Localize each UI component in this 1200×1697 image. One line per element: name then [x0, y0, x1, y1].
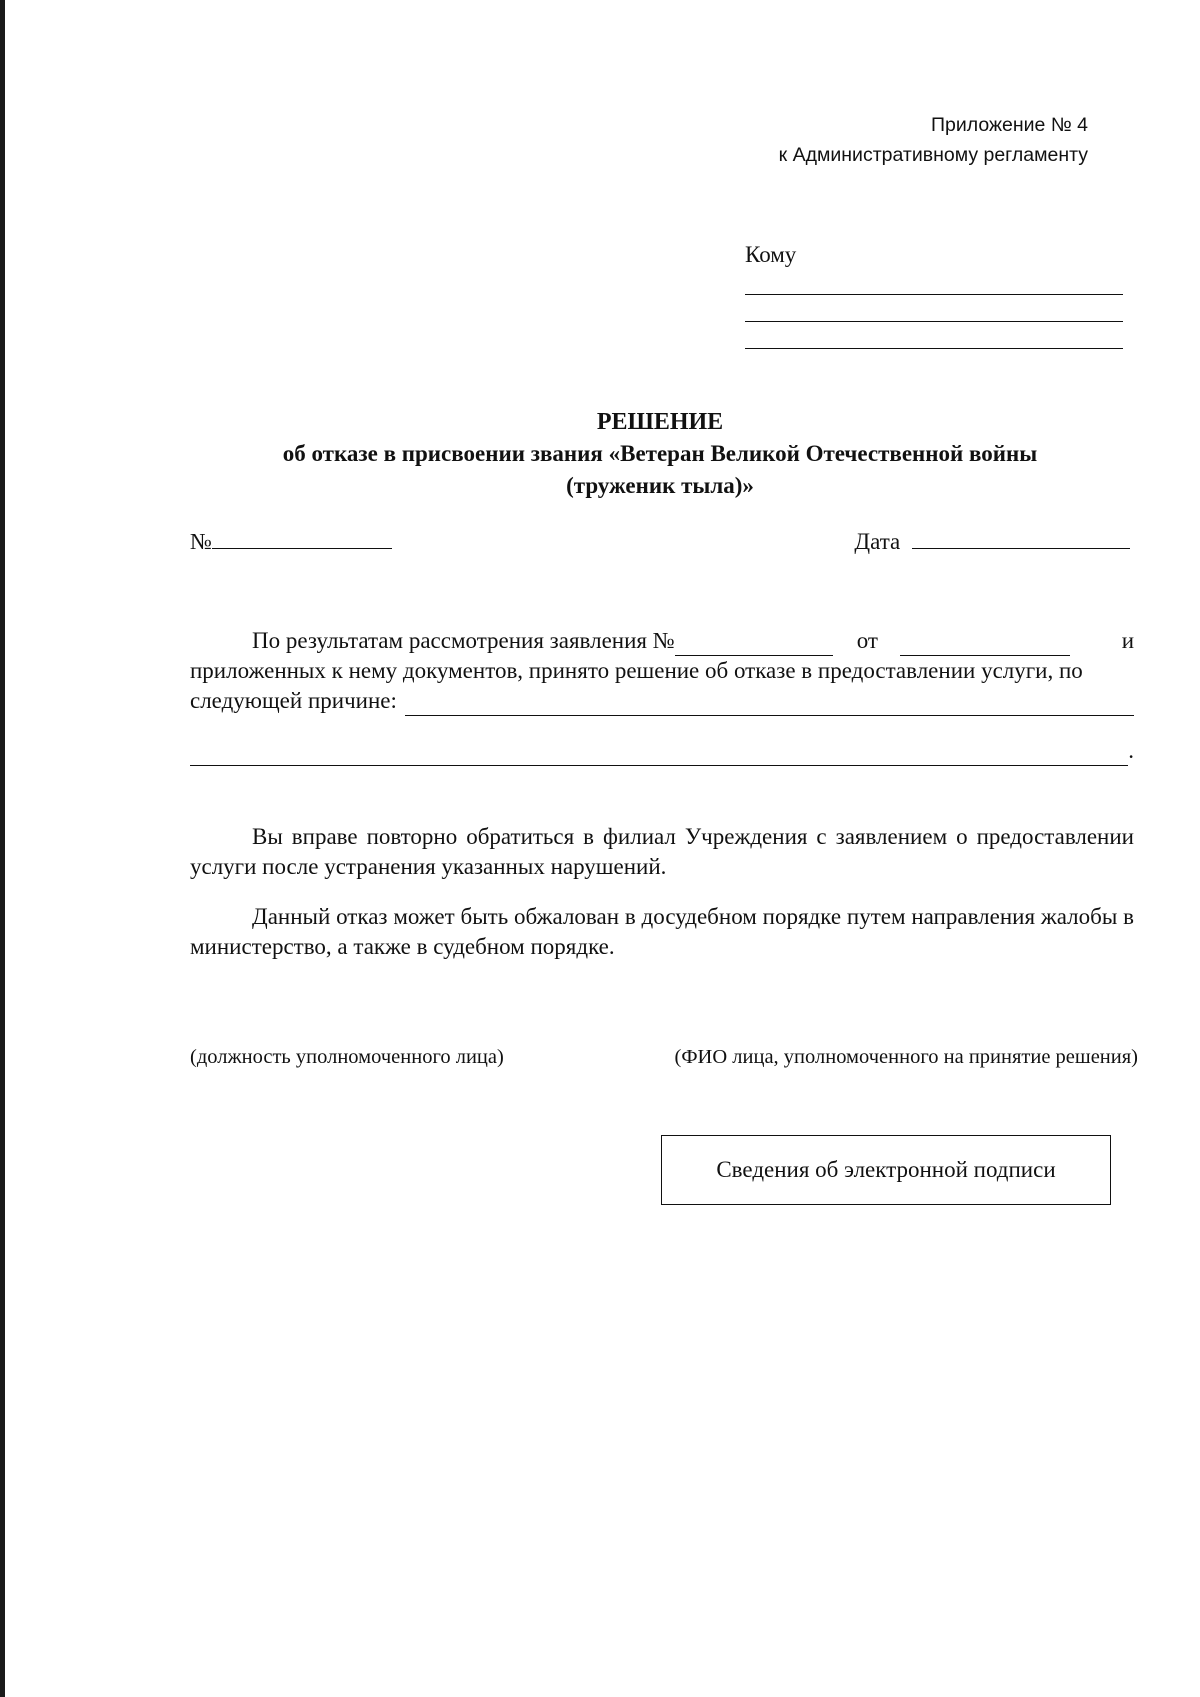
- name-caption: (ФИО лица, уполномоченного на принятие решения): [674, 1046, 1138, 1068]
- application-date-blank: [900, 631, 1070, 656]
- application-and: и: [1121, 628, 1134, 653]
- reason-label: следующей причине:: [190, 688, 397, 713]
- title-line-2: об отказе в присвоении звания «Ветеран Великой Отечественной войны: [282, 441, 1038, 466]
- recipient-line-1: [745, 294, 1123, 295]
- application-from: от: [856, 628, 878, 653]
- annex-line-1: Приложение № 4: [931, 114, 1088, 136]
- signature-captions: [190, 1046, 1138, 1069]
- paragraph-reapply: Вы вправе повторно обратиться в филиал Учреждения с заявлением о предоставлении услуги после устранения указанных нарушений.: [190, 824, 1134, 879]
- date-field: [854, 524, 1130, 555]
- number-label: №: [190, 529, 212, 554]
- number-date-row: [190, 524, 1130, 556]
- document-title: [190, 406, 1130, 502]
- annex-line-2: к Административному регламенту: [778, 144, 1088, 166]
- recipient-line-3: [745, 348, 1123, 349]
- number-field: [190, 524, 392, 555]
- recipient-line-2: [745, 321, 1123, 322]
- position-caption: (должность уполномоченного лица): [190, 1046, 504, 1068]
- reason-line-2: [190, 736, 1134, 766]
- application-line: [190, 626, 1134, 656]
- reason-blank: [405, 693, 1134, 716]
- application-number-blank: [675, 631, 833, 656]
- electronic-signature-box: [661, 1135, 1111, 1205]
- scan-edge: [0, 0, 5, 1697]
- title-main: РЕШЕНИЕ: [596, 409, 724, 435]
- date-blank: [912, 524, 1130, 549]
- paragraph-appeal: Данный отказ может быть обжалован в досудебном порядке путем направления жалобы в министерство, а также в судебном порядке.: [190, 904, 1134, 959]
- reason-blank-2: [190, 743, 1128, 766]
- recipient-block: [745, 240, 1123, 349]
- reason-line: [190, 686, 1134, 716]
- application-line-2: приложенных к нему документов, принято решение об отказе в предоставлении услуги, по: [190, 658, 1083, 683]
- title-line-3: (труженик тыла)»: [566, 473, 754, 498]
- electronic-signature-label: Сведения об электронной подписи: [716, 1157, 1056, 1182]
- date-label: Дата: [854, 529, 901, 554]
- annex-header: [779, 110, 1088, 170]
- document-body: [190, 626, 1134, 962]
- reason-end: .: [1128, 738, 1134, 763]
- number-blank: [212, 524, 392, 549]
- recipient-label: Кому: [745, 242, 797, 267]
- application-prefix: По результатам рассмотрения заявления №: [252, 628, 675, 653]
